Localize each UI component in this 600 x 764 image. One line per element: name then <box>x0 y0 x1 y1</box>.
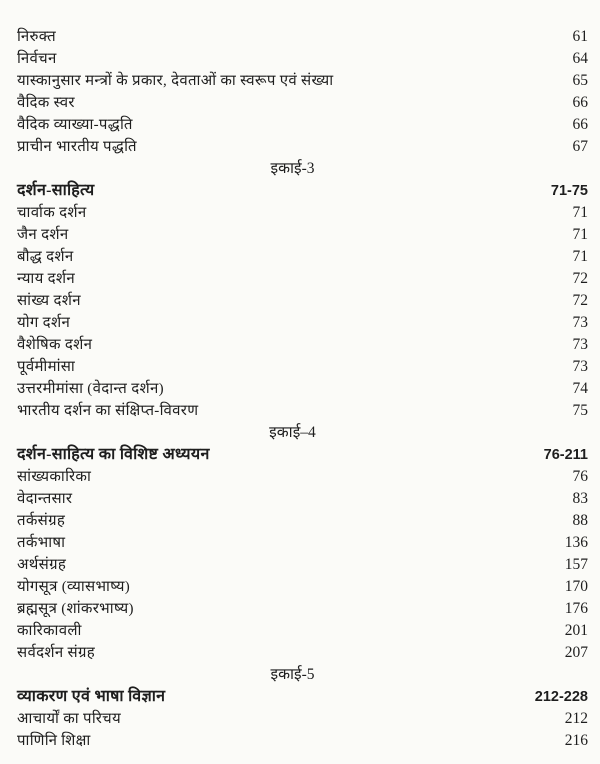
toc-entry-title: सांख्य दर्शन <box>17 293 81 309</box>
toc-entry-page: 176 <box>564 600 588 617</box>
toc-entry <box>17 708 588 730</box>
toc-entry-page: 67 <box>572 138 588 155</box>
toc-entry-page: 65 <box>572 72 588 89</box>
toc-entry <box>17 268 588 290</box>
toc-entry-page: 75 <box>572 402 588 419</box>
toc-entry <box>17 510 588 532</box>
toc-entry <box>17 356 588 378</box>
toc-entry-title: सांख्यकारिका <box>17 469 92 485</box>
toc-entry-title: कारिकावली <box>17 623 82 639</box>
toc-entry-title: पूर्वमीमांसा <box>17 359 76 375</box>
section-heading <box>17 686 588 708</box>
toc-entry-page: 71 <box>572 248 588 265</box>
toc-entry-title: न्याय दर्शन <box>17 271 76 287</box>
toc-entry-title: प्राचीन भारतीय पद्धति <box>17 139 137 155</box>
toc-entry <box>17 246 588 268</box>
toc-entry-title: यास्कानुसार मन्त्रों के प्रकार, देवताओं का स्वरूप एवं संख्या <box>17 73 334 89</box>
toc-entry-title: वैशेषिक दर्शन <box>17 337 93 353</box>
toc-entry-page: 64 <box>572 50 588 67</box>
toc-entry-title: उत्तरमीमांसा (वेदान्त दर्शन) <box>17 381 164 397</box>
toc-entry <box>17 598 588 620</box>
toc-entry-title: वैदिक व्याख्या-पद्धति <box>17 117 133 133</box>
toc-entry-page: 73 <box>572 358 588 375</box>
toc-entry <box>17 202 588 224</box>
toc-entry <box>17 620 588 642</box>
toc-entry-title: जैन दर्शन <box>17 227 69 243</box>
toc-entry-page: 72 <box>572 270 588 287</box>
toc-entry-page: 136 <box>564 534 588 551</box>
toc-entry <box>17 532 588 554</box>
toc-entry <box>17 114 588 136</box>
toc-entry <box>17 400 588 422</box>
toc-entry-title: तर्कभाषा <box>17 535 66 551</box>
toc-entry-page: 61 <box>572 28 588 45</box>
toc-entry-title: बौद्ध दर्शन <box>17 249 74 265</box>
toc-entry-page: 83 <box>572 490 588 507</box>
toc-entry <box>17 224 588 246</box>
toc-entry-page: 212 <box>564 710 588 727</box>
section-heading-page: 76-211 <box>543 447 588 463</box>
toc-entry-page: 88 <box>572 512 588 529</box>
toc-entry <box>17 554 588 576</box>
toc-entry-page: 71 <box>572 204 588 221</box>
toc-entry-title: निर्वचन <box>17 51 57 67</box>
unit-heading: इकाई-3 <box>270 160 315 177</box>
toc-entry <box>17 70 588 92</box>
table-of-contents <box>17 26 588 752</box>
toc-entry-title: तर्कसंग्रह <box>17 513 66 529</box>
toc-entry-title: भारतीय दर्शन का संक्षिप्त-विवरण <box>17 403 199 419</box>
toc-entry-title: अर्थसंग्रह <box>17 557 67 573</box>
toc-entry <box>17 92 588 114</box>
toc-entry-page: 73 <box>572 314 588 331</box>
unit-heading: इकाई-5 <box>270 666 315 683</box>
toc-entry-page: 73 <box>572 336 588 353</box>
section-heading <box>17 444 588 466</box>
toc-entry-page: 201 <box>564 622 588 639</box>
toc-entry-title: योग दर्शन <box>17 315 71 331</box>
toc-entry-page: 66 <box>572 116 588 133</box>
toc-entry-page: 66 <box>572 94 588 111</box>
toc-entry <box>17 334 588 356</box>
section-heading-title: दर्शन-साहित्य <box>17 182 95 199</box>
toc-entry-page: 207 <box>564 644 588 661</box>
section-heading-page: 212-228 <box>534 689 588 705</box>
toc-entry <box>17 48 588 70</box>
toc-entry-page: 74 <box>572 380 588 397</box>
toc-entry-page: 72 <box>572 292 588 309</box>
section-heading-title: व्याकरण एवं भाषा विज्ञान <box>17 688 166 705</box>
toc-entry <box>17 136 588 158</box>
toc-entry <box>17 730 588 752</box>
toc-entry <box>17 466 588 488</box>
toc-entry-page: 216 <box>564 732 588 749</box>
toc-entry-page: 170 <box>564 578 588 595</box>
toc-entry <box>17 576 588 598</box>
toc-entry-page: 71 <box>572 226 588 243</box>
toc-entry-page: 76 <box>572 468 588 485</box>
toc-entry <box>17 642 588 664</box>
toc-entry-title: सर्वदर्शन संग्रह <box>17 645 95 661</box>
toc-entry-title: वैदिक स्वर <box>17 95 75 111</box>
toc-entry <box>17 312 588 334</box>
section-heading-title: दर्शन-साहित्य का विशिष्ट अध्ययन <box>17 446 210 463</box>
toc-entry-title: पाणिनि शिक्षा <box>17 733 91 749</box>
unit-heading: इकाई–4 <box>269 424 316 441</box>
section-heading <box>17 180 588 202</box>
toc-entry-title: आचार्यों का परिचय <box>17 711 121 727</box>
toc-entry <box>17 290 588 312</box>
toc-entry <box>17 488 588 510</box>
toc-entry-title: चार्वाक दर्शन <box>17 205 87 221</box>
toc-entry-title: योगसूत्र (व्यासभाष्य) <box>17 579 131 595</box>
toc-entry-page: 157 <box>564 556 588 573</box>
toc-entry <box>17 378 588 400</box>
section-heading-page: 71-75 <box>550 183 588 199</box>
toc-entry <box>17 26 588 48</box>
toc-entry-title: ब्रह्मसूत्र (शांकरभाष्य) <box>17 601 134 617</box>
toc-entry-title: वेदान्तसार <box>17 491 73 507</box>
toc-entry-title: निरुक्त <box>17 29 56 45</box>
